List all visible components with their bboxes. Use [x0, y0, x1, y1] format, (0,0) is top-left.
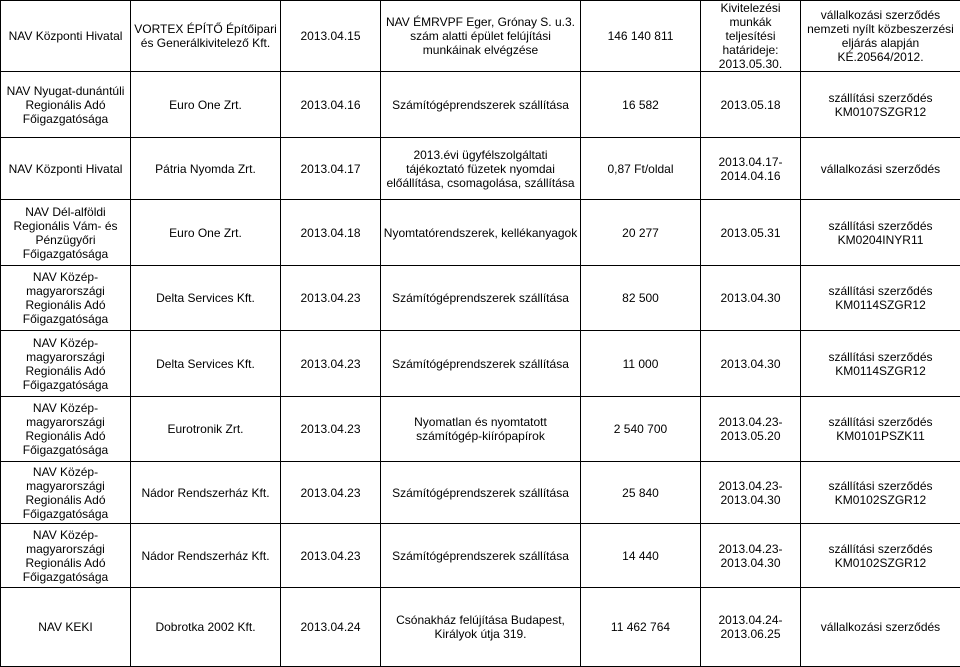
contracting-authority-cell: NAV Közép-magyarországi Regionális Adó Főigazgatósága	[1, 266, 131, 331]
contract-value-cell: 25 840	[581, 462, 701, 524]
contracting-authority-cell: NAV Közép-magyarországi Regionális Adó Főigazgatósága	[1, 331, 131, 397]
contract-value-cell: 16 582	[581, 72, 701, 138]
table-row	[1, 138, 960, 200]
contract-date-cell: 2013.04.23	[281, 266, 381, 331]
contract-date-cell: 2013.04.15	[281, 1, 381, 72]
contract-value-cell: 11 462 764	[581, 588, 701, 667]
contractor-cell: Nádor Rendszerház Kft.	[131, 462, 281, 524]
contract-subject-cell: Számítógéprendszerek szállítása	[381, 72, 581, 138]
contracting-authority-cell: NAV Dél-alföldi Regionális Vám- és Pénzügyőri Főigazgatósága	[1, 200, 131, 266]
contractor-cell: Euro One Zrt.	[131, 200, 281, 266]
contract-type-cell: vállalkozási szerződés nemzeti nyílt közbeszerzési eljárás alapján KÉ.20564/2012.	[801, 1, 960, 72]
contractor-cell: Euro One Zrt.	[131, 72, 281, 138]
contractor-cell: Delta Services Kft.	[131, 266, 281, 331]
contract-subject-cell: NAV ÉMRVPF Eger, Grónay S. u.3. szám alatti épület felújítási munkáinak elvégzése	[381, 1, 581, 72]
table-row	[1, 588, 960, 667]
contract-subject-cell: 2013.évi ügyfélszolgáltati tájékoztató füzetek nyomdai előállítása, csomagolása, szállítása	[381, 138, 581, 200]
table-row	[1, 462, 960, 524]
contract-subject-cell: Számítógéprendszerek szállítása	[381, 524, 581, 588]
contractor-cell: Pátria Nyomda Zrt.	[131, 138, 281, 200]
contract-value-cell: 0,87 Ft/oldal	[581, 138, 701, 200]
contractor-cell: Nádor Rendszerház Kft.	[131, 524, 281, 588]
contracting-authority-cell: NAV Közép-magyarországi Regionális Adó Főigazgatósága	[1, 524, 131, 588]
contract-date-cell: 2013.04.16	[281, 72, 381, 138]
table-row	[1, 266, 960, 331]
contract-date-cell: 2013.04.23	[281, 397, 381, 462]
contracting-authority-cell: NAV KEKI	[1, 588, 131, 667]
contract-subject-cell: Számítógéprendszerek szállítása	[381, 462, 581, 524]
contract-date-cell: 2013.04.23	[281, 462, 381, 524]
contract-subject-cell: Számítógéprendszerek szállítása	[381, 331, 581, 397]
contract-date-cell: 2013.04.18	[281, 200, 381, 266]
table-row	[1, 200, 960, 266]
contract-subject-cell: Számítógéprendszerek szállítása	[381, 266, 581, 331]
contracting-authority-cell: NAV Nyugat-dunántúli Regionális Adó Főigazgatósága	[1, 72, 131, 138]
contract-value-cell: 82 500	[581, 266, 701, 331]
deadline-cell: 2013.04.30	[701, 266, 801, 331]
table-row	[1, 524, 960, 588]
contract-subject-cell: Nyomatlan és nyomtatott számítógép-kiírópapírok	[381, 397, 581, 462]
contract-date-cell: 2013.04.23	[281, 524, 381, 588]
contracting-authority-cell: NAV Központi Hivatal	[1, 138, 131, 200]
deadline-cell: 2013.04.23-2013.05.20	[701, 397, 801, 462]
deadline-cell: 2013.05.18	[701, 72, 801, 138]
table-row	[1, 72, 960, 138]
contract-value-cell: 11 000	[581, 331, 701, 397]
contract-subject-cell: Csónakház felújítása Budapest, Királyok útja 319.	[381, 588, 581, 667]
deadline-cell: 2013.05.31	[701, 200, 801, 266]
contract-type-cell: szállítási szerződés KM0107SZGR12	[801, 72, 960, 138]
deadline-cell: 2013.04.23-2013.04.30	[701, 462, 801, 524]
contract-value-cell: 14 440	[581, 524, 701, 588]
deadline-cell: 2013.04.30	[701, 331, 801, 397]
contract-type-cell: vállalkozási szerződés	[801, 588, 960, 667]
contract-value-cell: 146 140 811	[581, 1, 701, 72]
contractor-cell: Eurotronik Zrt.	[131, 397, 281, 462]
contract-type-cell: szállítási szerződés KM0114SZGR12	[801, 331, 960, 397]
contract-date-cell: 2013.04.24	[281, 588, 381, 667]
contractor-cell: Delta Services Kft.	[131, 331, 281, 397]
contracts-table-body	[1, 1, 960, 667]
table-row	[1, 1, 960, 72]
contract-type-cell: szállítási szerződés KM0101PSZK11	[801, 397, 960, 462]
contract-type-cell: szállítási szerződés KM0102SZGR12	[801, 524, 960, 588]
contracting-authority-cell: NAV Közép-magyarországi Regionális Adó Főigazgatósága	[1, 462, 131, 524]
contractor-cell: Dobrotka 2002 Kft.	[131, 588, 281, 667]
deadline-cell: 2013.04.24-2013.06.25	[701, 588, 801, 667]
contract-value-cell: 2 540 700	[581, 397, 701, 462]
contractor-cell: VORTEX ÉPÍTŐ Építőipari és Generálkivitelező Kft.	[131, 1, 281, 72]
contract-type-cell: szállítási szerződés KM0102SZGR12	[801, 462, 960, 524]
deadline-cell: 2013.04.17-2014.04.16	[701, 138, 801, 200]
contracting-authority-cell: NAV Közép-magyarországi Regionális Adó Főigazgatósága	[1, 397, 131, 462]
deadline-cell: 2013.04.23-2013.04.30	[701, 524, 801, 588]
deadline-cell: Kivitelezési munkák teljesítési határideje: 2013.05.30.	[701, 1, 801, 72]
contracting-authority-cell: NAV Központi Hivatal	[1, 1, 131, 72]
contract-subject-cell: Nyomtatórendszerek, kellékanyagok	[381, 200, 581, 266]
contract-value-cell: 20 277	[581, 200, 701, 266]
table-row	[1, 331, 960, 397]
contract-type-cell: szállítási szerződés KM0204INYR11	[801, 200, 960, 266]
contract-date-cell: 2013.04.23	[281, 331, 381, 397]
contract-type-cell: vállalkozási szerződés	[801, 138, 960, 200]
contract-date-cell: 2013.04.17	[281, 138, 381, 200]
contract-type-cell: szállítási szerződés KM0114SZGR12	[801, 266, 960, 331]
table-row	[1, 397, 960, 462]
